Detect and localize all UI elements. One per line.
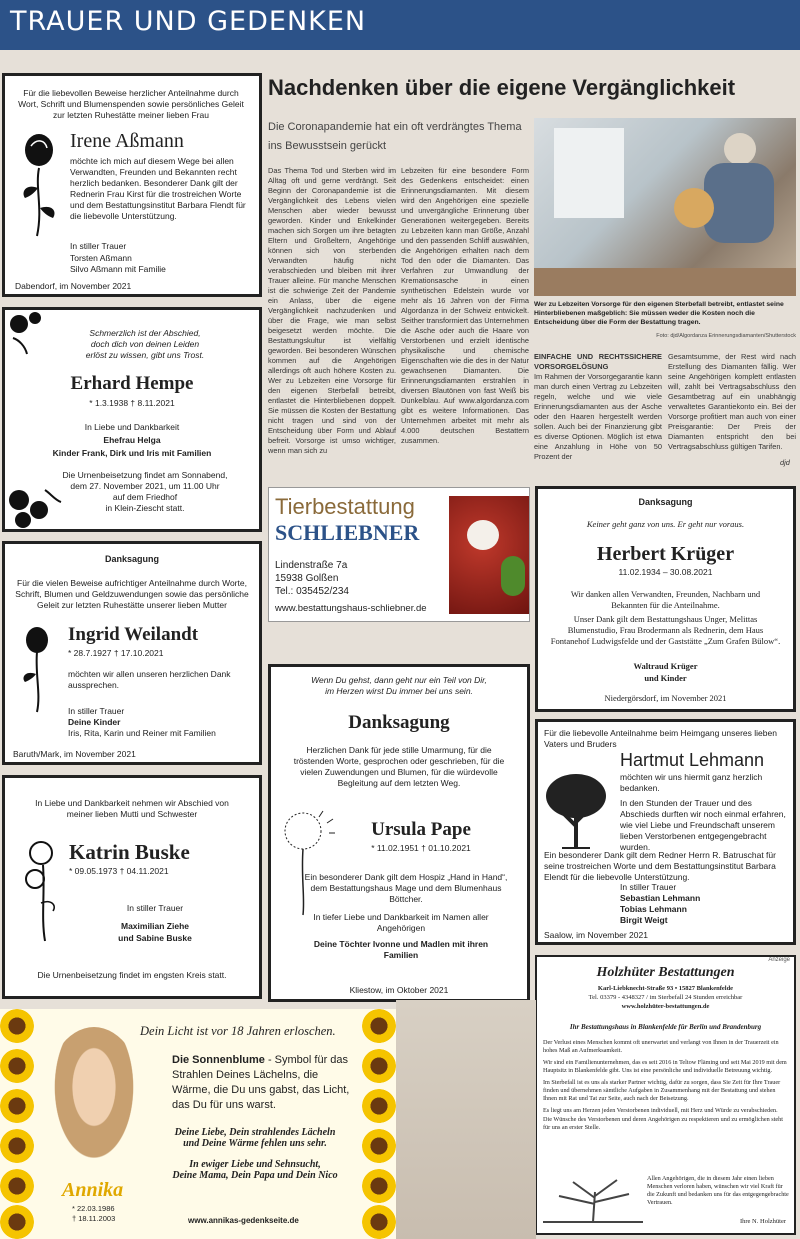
floor — [534, 268, 796, 296]
notice-body: möchten wir uns hiermit ganz herzlich bedanken. — [620, 772, 763, 794]
notice-place: Baruth/Mark, im November 2021 — [13, 749, 136, 759]
notice-body: möchte ich mich auf diesem Wege bei allen Verwandten, Freunden und Bekannten recht herzlich bedanken. Besonderer Dank gilt der Rednerin Frau Kirst für die trostreichen Worte und dem Bestattungsinstitut Barbara Flendt für die liebevolle Unterstützung. — [70, 156, 246, 222]
person-head — [724, 133, 756, 165]
notice-title: Danksagung — [348, 712, 450, 733]
notice-place: Dabendorf, im November 2021 — [15, 281, 132, 291]
sign-title: In stiller Trauer — [126, 903, 184, 913]
notice-katrin — [2, 775, 262, 999]
signer: Silvo Aßmann mit Familie — [70, 264, 166, 274]
quote-line: doch dich von deinen Leiden — [90, 339, 200, 350]
life-dates: * 28.7.1927 † 17.10.2021 — [68, 648, 164, 658]
deceased-name: Herbert Krüger — [596, 543, 735, 565]
ad-body — [543, 1039, 788, 1132]
ad-paragraph: Der Verlust eines Menschen kommt oft unerwartet und verlangt von Ihnen in der Trauerzeit ein hohes Maß an Aufmerksamkeit. — [543, 1039, 779, 1055]
ad-signature: Ihre N. Holzhüter — [739, 1218, 786, 1225]
notice-hartmut — [535, 719, 796, 945]
photo-caption: Wer zu Lebzeiten Vorsorge für den eigenen Sterbefall betreibt, entlastet seine Hinterbliebenen maßgeblich: Sie müssen weder die Kosten noch die Entscheidung über die Form der Bestattung tragen. — [534, 301, 784, 327]
signer: Tobias Lehmann — [620, 904, 687, 914]
notice-body-2: Unser Dank gilt dem Bestattungshaus Unger, Melittas Blumenstudio, Frau Brodermann als Rednerin, dem Haus Fontanehof Ludwigsfelde und der Gaststätte „Zum Grafen Bülow“. — [550, 614, 781, 647]
memorial-line: In ewiger Liebe und Sehnsucht, — [189, 1159, 321, 1170]
urn-line: Die Urnenbeisetzung findet am Sonnabend, — [62, 470, 228, 480]
urn-line: in Klein-Ziescht statt. — [105, 503, 185, 514]
signer: und Sabine Buske — [118, 933, 192, 943]
ad-address: Karl-Liebknecht-Straße 93 • 15827 Blankenfelde — [597, 985, 734, 992]
sunflower-icon — [0, 1169, 34, 1203]
memorial-line: Deine Liebe, Dein strahlendes Lächeln — [174, 1127, 336, 1138]
notice-ursula — [268, 664, 530, 1002]
quote-line: Wenn Du gehst, dann geht nur ein Teil von Dir, — [311, 675, 487, 685]
notice-body-2: In den Stunden der Trauer und des Abschieds durften wir noch einmal erfahren, wie viel Liebe und Freundschaft unserem lieben Verstorbenen entgegengebracht wurden. — [620, 798, 786, 853]
tree-icon — [543, 1172, 643, 1227]
notice-irene — [2, 73, 262, 297]
ad-paragraph: Im Sterbefall ist es uns als starker Partner wichtig, dafür zu sorgen, dass Sie Zeit für Ihre Trauer finden und übernehmen sämtliche Aufgaben in Zusammenhang mit der Bestattung und stehen Ihnen mit Rat und Tat zur Seite, auch nach der Beisetzung. — [543, 1079, 781, 1103]
notice-erhard — [2, 307, 262, 532]
article-column-2: Lebzeiten für eine besondere Form des Gedenkens entscheidet: einen Erinnerungsdiamanten. Mit diesem wird den Angehörigen eine spezielle und unvergängliche Erinnerung über Generationen weitergegeben. Bereits zu Lebzeiten kann man Größe, Anzahl und den passenden Schliff auswählen, die Angehörigen erhalten nach dem Tod den oder die Diamanten. Das Verfahren zur Umwandlung der Kremationsasche in einen synthetischen Edelstein wurde vor mehr als 16 Jahren von der Firma Algordanza in der Schweiz entwickelt. Seither transformiert das Unternehmen die Asche oder auch die Haare von Verstorbenen und erzielt identische physikalische und chemische Eigenschaften wie die des in der Natur gewachsenen Diamanten. Die Erinnerungsdiamanten erstrahlen in diversen Blautönen von fast Weiß bis Dunkelblau. Auf www.algordanza.com gibt es weitere Informationen. Das Unternehmen arbeitet mit mehr als 4.000 deutschen Bestattern zusammen. — [401, 166, 529, 445]
sign-title: In stiller Trauer — [68, 706, 125, 716]
ad-closing: Allen Angehörigen, die in diesem Jahr einen lieben Menschen verloren haben, wünschen wir viel Kraft für die Zukunft und bedanken uns für das entgegengebrachte Vertrauen. — [647, 1175, 789, 1207]
ad-tierbestattung — [268, 487, 530, 622]
sunflower-icon — [0, 1009, 34, 1043]
sunflower-icon — [0, 1129, 34, 1163]
ad-title: Holzhüter Bestattungen — [596, 965, 735, 980]
ad-city: 15938 Golßen — [275, 573, 339, 584]
sunflower-icon — [362, 1049, 396, 1083]
ad-website[interactable]: www.holzhüter-bestattungen.de — [621, 1003, 710, 1010]
quote-line: Schmerzlich ist der Abschied, — [89, 328, 201, 338]
article-photo — [534, 118, 796, 296]
quote: Keiner geht ganz von uns. Er geht nur voraus. — [586, 519, 745, 529]
notice-title: Danksagung — [104, 554, 159, 564]
sign-title: In stiller Trauer — [70, 241, 127, 251]
memorial-line: Deine Mama, Dein Papa und Dein Nico — [172, 1170, 338, 1181]
notice-intro: Für die liebevolle Anteilnahme beim Heimgang unseres lieben Vaters und Bruders — [544, 728, 777, 750]
ad-label: Anzeige — [768, 957, 790, 963]
memorial-website[interactable]: www.annikas-gedenkseite.de — [188, 1216, 299, 1225]
death-date: † 18.11.2003 — [72, 1214, 116, 1223]
sunflower-text — [172, 1053, 357, 1112]
tree-icon — [542, 770, 610, 850]
notice-place: Kliestow, im Oktober 2021 — [349, 985, 449, 995]
ad-website[interactable]: www.bestattungshaus-schliebner.de — [275, 603, 427, 614]
notice-intro: Für die liebevollen Beweise herzlicher Anteilnahme durch Wort, Schrift und Blumenspenden sowie persönliches Geleit zur letzten Ruhestätte meiner lieben Frau — [18, 88, 244, 121]
window — [554, 128, 624, 218]
ad-phone: Tel. 03379 - 4348327 / im Sterbefall 24 Stunden erreichbar — [588, 994, 743, 1001]
sunflower-body: - Symbol für das Strahlen Deines Lächelns, die Wärme, die Du uns gabst, das Licht, das Du für uns warst. — [172, 1054, 350, 1111]
notice-body-3: Ein besonderer Dank gilt dem Redner Herrn R. Batruschat für seine trostreichen Worte und dem Bestattungsinstitut Barbara Elendt für die liebevolle Unterstützung. — [544, 850, 776, 883]
notice-title: Danksagung — [638, 497, 693, 507]
quote-line: erlöst zu wissen, gibt uns Trost. — [85, 350, 205, 361]
section-header — [0, 0, 800, 50]
ad-phone: Tel.: 035452/234 — [275, 586, 349, 597]
notice-intro: Für die vielen Beweise aufrichtiger Anteilnahme durch Worte, Schrift, Blumen und Geldzuwendungen sowie das persönliche Geleit zur letzten Ruhestätte unserer lieben Mutter — [15, 578, 249, 611]
birth-date: * 22.03.1986 — [72, 1204, 115, 1213]
deceased-name: Irene Aßmann — [70, 130, 184, 152]
signer: Deine Kinder — [68, 717, 121, 727]
notice-place: Saalow, im November 2021 — [544, 930, 648, 940]
rose-icon — [17, 624, 57, 714]
ad-brand-line1: Tierbestattung — [275, 494, 415, 519]
headline: Dein Licht ist vor 18 Jahren erloschen. — [140, 1024, 336, 1038]
notice-place: Niedergörsdorf, im November 2021 — [604, 693, 727, 703]
sunflower-icon — [362, 1009, 396, 1043]
decorative-background — [396, 1000, 536, 1239]
signer: Kinder Frank, Dirk und Iris mit Familien — [52, 448, 212, 458]
article-sign: djd — [780, 458, 790, 467]
person-body — [704, 163, 774, 243]
rose-corner-icon — [5, 310, 50, 355]
notice-body-2: Ein besonderer Dank gilt dem Hospiz „Hand in Hand“, dem Bestattungshaus Mage und dem Blumenhaus Böttcher. — [304, 872, 508, 905]
toy-tiger — [674, 188, 714, 228]
signer: Maximilian Ziehe — [120, 921, 190, 931]
deceased-name: Ursula Pape — [371, 819, 471, 840]
ad-slogan: Ihr Bestattungshaus in Blankenfelde für Berlin und Brandenburg — [569, 1023, 762, 1031]
urn-line: dem 27. November 2021, um 11.00 Uhr — [70, 481, 220, 492]
notice-body: Herzlichen Dank für jede stille Umarmung, für die tröstenden Worte, gesprochen oder geschrieben, für die vielen Zuwendungen und Blumen, für die würdevolle Begleitung auf dem letzten Weg. — [293, 745, 505, 789]
deceased-name: Katrin Buske — [69, 840, 190, 864]
urn-image — [449, 496, 529, 614]
article-column-4: Gesamtsumme, der Rest wird nach Erstellung des Diamanten fällig. Wer seine Angehörigen komplett entlasten will, zahlt bei Vertragsabschluss den Gesamtbetrag auf ein unabhängig verwaltetes Garantiekonto ein. Bei der Vorsorge profitiert man auch von einer Preisgarantie: Der Preis der Diamanten entspricht den bei Vertragsabschluss gültigen Tarifen. — [668, 352, 796, 451]
signer: Birgit Weigt — [620, 915, 668, 925]
column-heading: EINFACHE UND RECHTSSICHERE VORSORGELÖSUNG — [534, 352, 662, 371]
sunflower-icon — [362, 1089, 396, 1123]
notice-herbert — [535, 486, 796, 712]
sunflower-title: Die Sonnenblume — [172, 1054, 265, 1066]
urn-info: Die Urnenbeisetzung findet im engsten Kreis statt. — [37, 970, 227, 980]
rose-bouquet-icon — [5, 480, 65, 530]
column-text: Im Rahmen der Vorsorgegarantie kann man durch einen Vertrag zu Lebzeiten regeln, welche und wie viele Erinnerungsdiamanten aus der Asche oder den Haaren hergestellt werden sollen. Auch bei der Finanzierung gibt es diverse Optionen. Möglich ist etwa eine Anzahlung in Höhe von 50 Prozent der — [534, 371, 662, 461]
dog-image — [467, 520, 499, 550]
deceased-name: Erhard Hempe — [70, 373, 194, 394]
sign-title: In Liebe und Dankbarkeit — [84, 422, 180, 432]
deceased-name: Annika — [62, 1179, 124, 1201]
ad-paragraph: Wir sind ein Familienunternehmen, das es seit 2016 in Teltow Fläming und seit Mai 2019 mit dem Hauptsitz in Blankenfelde gibt. Uns ist eine persönliche und individuelle Betreuung wichtig. — [543, 1059, 787, 1075]
signer: Waltraud Krüger — [633, 661, 698, 671]
sign-title: In tiefer Liebe und Dankbarkeit im Namen aller Angehörigen — [313, 912, 489, 934]
quote — [271, 675, 527, 697]
notice-body: möchten wir allen unseren herzlichen Dank aussprechen. — [68, 669, 231, 691]
ad-holzhueter — [535, 955, 796, 1235]
life-dates: * 11.02.1951 † 01.10.2021 — [371, 843, 471, 853]
sunflower-icon — [0, 1089, 34, 1123]
deceased-name: Hartmut Lehmann — [620, 750, 765, 770]
photo-credit: Foto: djd/Algordanza Erinnerungsdiamanten/Shutterstock — [656, 333, 796, 339]
ad-address: Lindenstraße 7a — [275, 560, 348, 571]
ad-brand-line2: SCHLIEBNER — [275, 520, 420, 545]
signer: Torsten Aßmann — [70, 253, 132, 263]
sunflower-icon — [362, 1169, 396, 1203]
life-dates: 11.02.1934 – 30.08.2021 — [618, 567, 713, 577]
memorial-line: und Deine Wärme fehlen uns sehr. — [183, 1138, 327, 1149]
notice-intro: In Liebe und Dankbarkeit nehmen wir Abschied von meiner lieben Mutti und Schwester — [35, 798, 229, 820]
urn-line: auf dem Friedhof — [112, 492, 178, 503]
signer: Iris, Rita, Karin und Reiner mit Familien — [68, 728, 216, 738]
article-subtitle: Die Coronapandemie hat ein oft verdrängtes Thema ins Bewusstsein gerückt — [268, 121, 522, 152]
section-title: TRAUER UND GEDENKEN — [10, 6, 367, 37]
signer: Ehefrau Helga — [103, 435, 161, 445]
sunflower-icon — [362, 1129, 396, 1163]
quote — [45, 328, 245, 361]
article-column-3 — [534, 352, 662, 467]
article-title: Nachdenken über die eigene Vergänglichkeit — [268, 75, 736, 100]
leaf-decoration — [501, 556, 525, 596]
quote-line: im Herzen wirst Du immer bei uns sein. — [325, 686, 473, 697]
sunflower-icon — [0, 1049, 34, 1083]
sign-title: In stiller Trauer — [620, 882, 677, 892]
notice-annika — [0, 1009, 396, 1239]
signer: und Kinder — [644, 673, 687, 683]
deceased-name: Ingrid Weilandt — [68, 624, 199, 645]
ad-paragraph: Es liegt uns am Herzen jeden Verstorbenen individuell, mit Herz und Würde zu verabschieden. Die Wünsche des Verstorbenen und deren Angehörigen zu respektieren und zu ermöglichen steht für uns an erster Stelle. — [543, 1107, 783, 1131]
life-dates: * 09.05.1973 † 04.11.2021 — [69, 866, 169, 876]
portrait-photo — [44, 1027, 144, 1177]
urn-info — [45, 470, 245, 514]
notice-ingrid — [2, 541, 262, 765]
life-dates: * 1.3.1938 † 8.11.2021 — [89, 398, 175, 408]
rose-bouquet-icon — [21, 833, 65, 943]
memorial-lines — [150, 1127, 360, 1181]
article-column-1: Das Thema Tod und Sterben wird im Alltag oft und gerne verdrängt. Seit Beginn der Coronapandemie ist die Vergänglichkeit des Lebens vielen Menschen aber wieder bewusst geworden. Kinder und Enkelkinder machen sich Sorgen um ihre betagten Eltern und Großeltern, Angehörige können sich von sterbenden Verwandten häufig nicht verabschieden und bleiben mit ihrer Trauer alleine. Für manche Menschen ist die schwierige Zeit der Pandemie ein Anlass, über die eigene Vergänglichkeit nachzudenken und über die Frage, wie man selbst beigesetzt werden möchte. Die Bestattungskultur ist vielfältig geworden. Bei besonderen Wünschen kommen auf die Angehörigen allerdings oft auch höhere Kosten zu. Wer zu Lebzeiten eine Vorsorge für den eigenen Sterbefall betreibt, entlastet die Hinterbliebenen doppelt. Sie müssen die Kosten der Bestattung nicht tragen und sind von der Entscheidung über Form und Ablauf befreit. Vorsorge ist umso wichtiger, wenn man sich zu — [268, 166, 396, 455]
signer: Sebastian Lehmann — [620, 893, 701, 903]
notice-body: Wir danken allen Verwandten, Freunden, Nachbarn und Bekannten für die Anteilnahme. — [570, 589, 761, 611]
signer: Deine Töchter Ivonne und Madlen mit ihren Familien — [313, 939, 489, 961]
rose-icon — [15, 128, 63, 238]
sunflower-icon — [362, 1205, 396, 1239]
sunflower-icon — [0, 1205, 34, 1239]
